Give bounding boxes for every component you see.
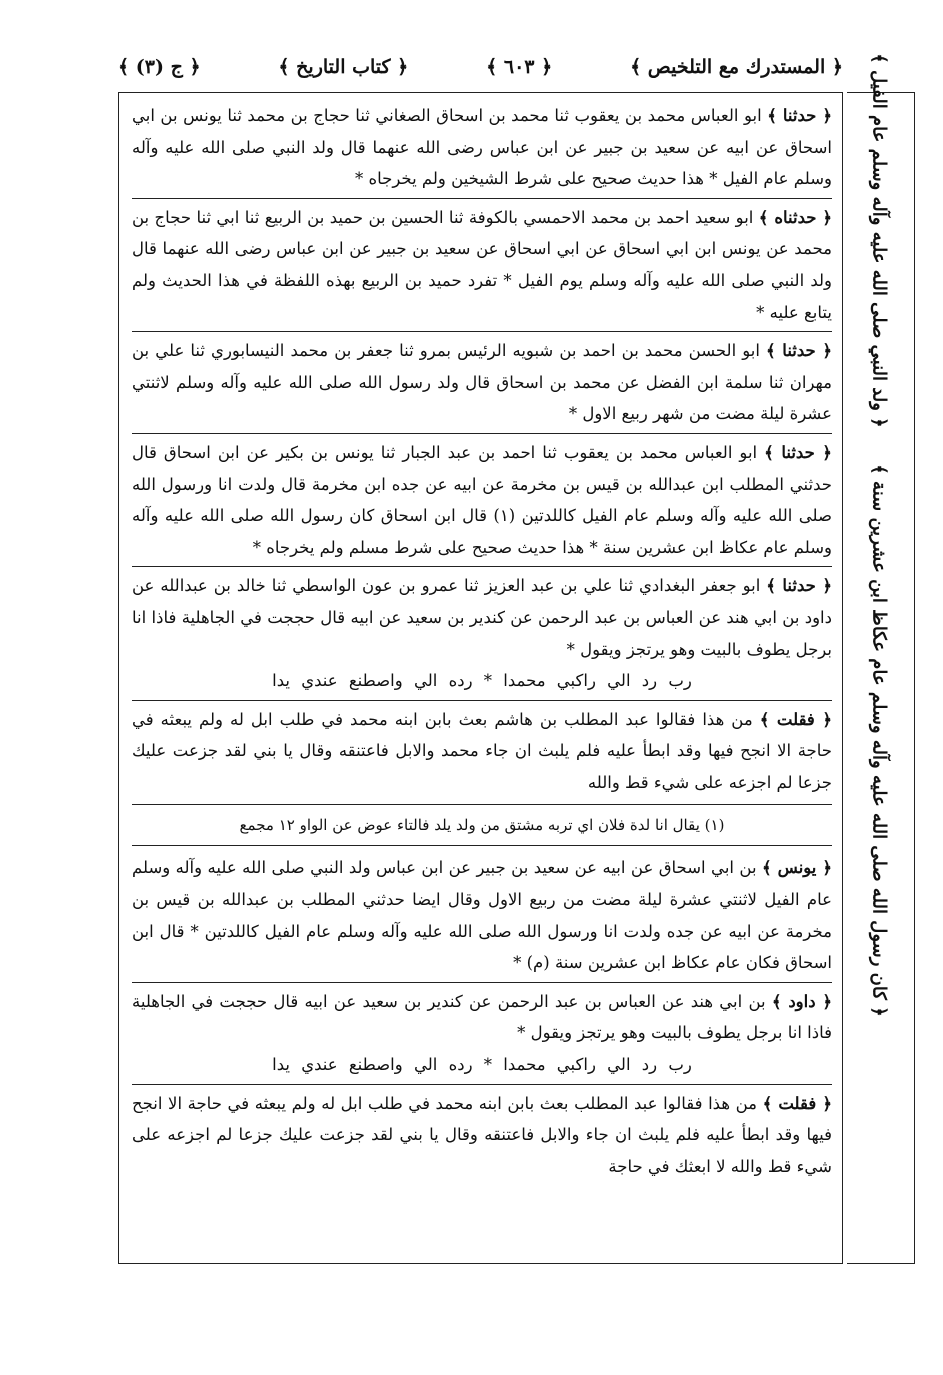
separator <box>132 198 832 199</box>
paragraph-text: من هذا فقالوا عبد المطلب بعث بابن ابنه محمد في طلب ابل له ولم يبعثه في حاجة الا انجح فيها وقد ابطأ عليه فلم يلبث ان جاء والابل فاعتنقه وقال يا بني لقد جزعت عليك جزعا لم اجزعه على شيء قط والله لا ابعثك في حاجة <box>132 1093 832 1176</box>
margin-note-2: ﴿ كان رسول الله صلى الله عليه وآله وسلم عام عكاظ ابن عشرين سنة ﴾ <box>868 464 890 1017</box>
paragraph-label: ﴿ فقلت ﴾ <box>762 1093 832 1113</box>
hadith-paragraph <box>132 437 832 563</box>
hadith-paragraph <box>132 704 832 799</box>
paragraph-text: ابو العباس محمد بن يعقوب ثنا احمد بن عبد الجبار ثنا يونس بن بكير عن ابن اسحاق قال حدثني المطلب ابن عبدالله بن قيس بن مخرمة عن ابيه عن جده ابن مخرمة قال ولدت انا ورسول الله صلى الله عليه وآله وسلم عام الفيل كاللدتين (١) قال ابن اسحاق كان رسول الله صلى الله عليه وآله وسلم عام عكاظ ابن عشرين سنة * هذا حديث صحيح على شرط مسلم ولم يخرجاه * <box>132 442 832 557</box>
paragraph-label: ﴿ حدثناه ﴾ <box>758 207 832 227</box>
separator <box>132 1084 832 1085</box>
paragraph-label: ﴿ فقلت ﴾ <box>759 709 832 729</box>
footnote: (١) يقال انا لدة فلان اي تربه مشتق من ولد يلد فالتاء عوض عن الواو ١٢ مجمع <box>239 816 725 835</box>
paragraph-label: ﴿ حدثنا ﴾ <box>764 442 832 462</box>
hadith-paragraph <box>132 100 832 195</box>
paragraph-label: ﴿ حدثنا ﴾ <box>767 106 832 125</box>
paragraph-label: ﴿ يونس ﴾ <box>762 858 833 878</box>
verse-line: رب رد الي راكبي محمدا * رده الي واصطنع عندي يدا <box>272 671 692 691</box>
separator <box>132 433 832 434</box>
separator <box>132 982 832 983</box>
paragraph-text: ابو الحسن محمد بن احمد بن شبويه الرئيس بمرو ثنا جعفر بن محمد النيسابوري ثنا علي بن مهران ثنا سلمة ابن الفضل عن محمد بن اسحاق قال ولد رسول الله صلى الله عليه وآله وسلم لاثنتي عشرة ليلة مضت من شهر ربيع الاول * <box>132 341 832 424</box>
margin-note-1: ﴿ ولد النبي صلى الله عليه وآله وسلم عام الفيل ﴾ <box>868 53 890 428</box>
talkhis-paragraph <box>132 986 832 1049</box>
page-header <box>118 48 843 86</box>
separator <box>132 566 832 567</box>
main-text <box>132 100 832 1182</box>
book-title: ﴿ المستدرك مع التلخيص ﴾ <box>630 56 843 78</box>
paragraph-text: بن ابي هند عن العباس بن عبد الرحمن عن كندير بن سعيد عن ابيه قال حججت في الجاهلية فاذا انا برجل يطوف بالبيت وهو يرتجز ويقول * <box>132 991 832 1043</box>
paragraph-label: ﴿ حدثنا ﴾ <box>766 576 832 596</box>
hadith-paragraph <box>132 202 832 328</box>
paragraph-label: ﴿ داود ﴾ <box>771 991 832 1011</box>
separator <box>132 700 832 701</box>
footnote-box <box>132 804 832 846</box>
verse-line: رب رد الي راكبي محمدا * رده الي واصطنع عندي يدا <box>272 1055 692 1075</box>
paragraph-text: بن ابي اسحاق عن ابيه عن سعيد بن جبير عن ابن عباس ولد النبي صلى الله عليه وآله وسلم عام الفيل لاثنتي عشرة ليلة مضت من ربيع الاول وقال ايضا حدثني المطلب بن عبدالله بن قيس بن مخرمة عن ابيه عن جده ولدت انا ورسول الله صلى الله عليه وآله وسلم عام الفيل كاللدتين * قال ابن اسحاق فكان عام عكاظ ابن عشرين سنة (م) * <box>132 858 832 973</box>
paragraph-text: ابو العباس محمد بن يعقوب ثنا محمد بن اسحاق الصغاني ثنا حجاج بن محمد ثنا يونس بن ابي اسحاق عن ابيه عن سعيد بن جبير عن ابن عباس رضى الله عنهما قال ولد النبي صلى الله عليه وآله وسلم عام الفيل * هذا حديث صحيح على شرط الشيخين ولم يخرجاه * <box>132 106 832 189</box>
hadith-paragraph <box>132 335 832 430</box>
paragraph-text: ابو جعفر البغدادي ثنا علي بن عبد العزيز ثنا عمرو بن عون الواسطي ثنا خالد بن عبدالله عن داود بن ابي هند عن العباس بن عبد الرحمن عن كندير بن سعيد عن ابيه قال حججت في الجاهلية فاذا انا برجل يطوف بالبيت وهو يرتجز ويقول * <box>132 576 832 659</box>
chapter-title: ﴿ كتاب التاريخ ﴾ <box>278 56 409 78</box>
page-number: ﴿ ٦٠٣ ﴾ <box>486 56 553 78</box>
talkhis-paragraph <box>132 1088 832 1183</box>
talkhis-paragraph <box>132 852 832 978</box>
paragraph-text: ابو سعيد احمد بن محمد الاحمسي بالكوفة ثنا الحسين بن حميد بن الربيع ثنا ابي ثنا حجاج بن محمد عن يونس ابن ابي اسحاق عن ابي اسحاق عن سعيد بن جبير عن ابن عباس رضى الله عنهما قال ولد النبي صلى الله عليه وآله وسلم يوم الفيل * تفرد حميد بن الربيع بهذه اللفظة في هذا الحديث ولم يتابع عليه * <box>132 207 832 322</box>
separator <box>132 331 832 332</box>
volume-number: ﴿ ج (٣) ﴾ <box>118 56 201 78</box>
hadith-paragraph <box>132 570 832 665</box>
paragraph-label: ﴿ حدثنا ﴾ <box>766 341 832 361</box>
paragraph-text: من هذا فقالوا عبد المطلب بن هاشم بعث بابن ابنه محمد في طلب ابل له ولم يبعثه في حاجة الا انجح فيها وقد ابطأ عليه فلم يلبث ان جاء محمد والابل فاعتنقه وقال يا بني لقد جزعت عليك جزعا لم اجزعه على شيء قط والله <box>132 709 832 792</box>
